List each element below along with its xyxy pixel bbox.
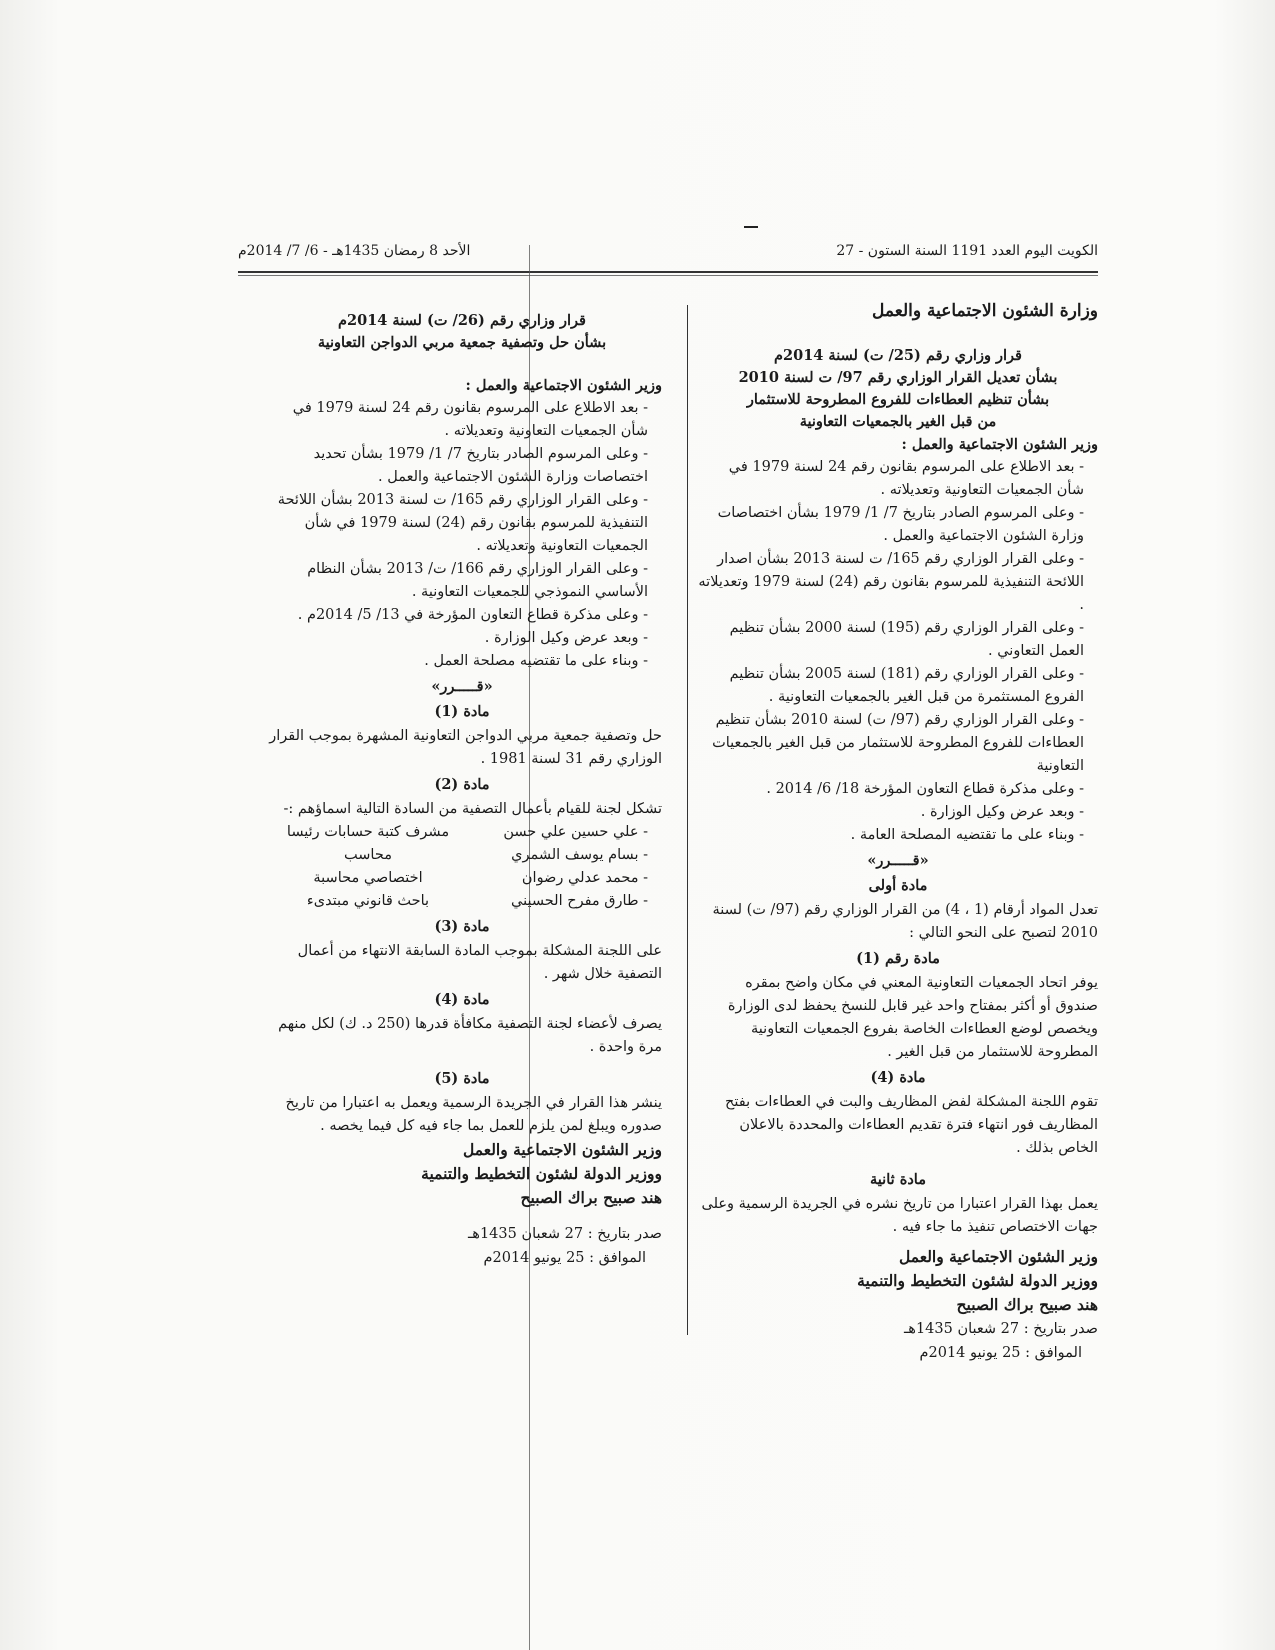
signature-line: وزير الشئون الاجتماعية والعمل [463, 1140, 662, 1159]
issue-date-line: صدر بتاريخ : 27 شعبان 1435هـ [468, 1226, 662, 1242]
preamble-item: - وعلى القرار الوزاري رقم (181) لسنة 2005 بشأن تنظيم الفروع المستثمرة من قبل الغير بالجمعيات التعاونية . [729, 666, 1084, 705]
preamble-item: - وعلى القرار الوزاري رقم (195) لسنة 2000 بشأن تنظيم العمل التعاوني . [729, 620, 1084, 659]
article-text: تعدل المواد أرقام (1 ، 4) من القرار الوزاري رقم (97/ ت) لسنة 2010 لتصبح على النحو التالي : [712, 902, 1098, 941]
preamble-item: - وعلى القرار الوزاري رقم 165/ ت لسنة 2013 بشأن اللائحة التنفيذية للمرسوم بقانون رقم (24) لسنة 1979 في شأن الجمعيات التعاونية وتعديلاته . [277, 492, 648, 554]
article-heading: مادة (5) [434, 1070, 490, 1087]
decision-25-column [698, 300, 1098, 1365]
article-text: تقوم اللجنة المشكلة لفض المظاريف والبت في العطاءات بفتح المظاريف فور انتهاء فترة تقديم العطاءات والمحددة بالاعلان الخاص بذلك . [725, 1094, 1098, 1156]
preamble-item: - وعلى القرار الوزاري رقم 166/ ت/ 2013 بشأن النظام الأساسي النموذجي للجمعيات التعاونية . [307, 561, 648, 600]
issue-date-line: الموافق : 25 يونيو 2014م [919, 1345, 1082, 1361]
decision-25-title-line: بشأن تنظيم العطاءات للفروع المطروحة للاستثمار [746, 391, 1050, 408]
member-role: باحث قانوني مبتدىء [306, 893, 430, 909]
signature-block [262, 1138, 662, 1210]
preamble-item: - وعلى المرسوم الصادر بتاريخ 7/ 1/ 1979 بشأن اختصاصات وزارة الشئون الاجتماعية والعمل . [717, 505, 1084, 544]
header-date: الأحد 8 رمضان 1435هـ - 6/ 7/ 2014م [238, 243, 471, 259]
article-heading: مادة (2) [434, 776, 490, 793]
article-heading: مادة أولى [868, 877, 928, 894]
member-name: - بسام يوسف الشمري [511, 847, 648, 863]
member-name: - محمد عدلي رضوان [521, 870, 648, 886]
preamble-item: - وبناء على ما تقتضيه المصلحة العامة . [850, 827, 1084, 843]
decision-26-title [262, 310, 662, 354]
minister-opening: وزير الشئون الاجتماعية والعمل : [901, 436, 1098, 453]
preamble-item: - وعلى مذكرة قطاع التعاون المؤرخة 18/ 6/ 2014 . [766, 781, 1084, 797]
column-divider [687, 305, 688, 1335]
issue-date-block [698, 1317, 1098, 1365]
decided-heading: «قـــــرر» [431, 678, 493, 695]
member-name: - علي حسين علي حسن [503, 824, 648, 840]
article-heading: مادة رقم (1) [856, 950, 940, 967]
signature-line: هند صبيح براك الصبيح [520, 1188, 662, 1207]
article-text: تشكل لجنة للقيام بأعمال التصفية من السادة التالية اسماؤهم :- [283, 801, 662, 817]
preamble-item: - وعلى القرار الوزاري رقم (97/ ت) لسنة 2010 بشأن تنظيم العطاءات للفروع المطروحة للاستثمار من قبل الغير بالجمعيات التعاونية [712, 712, 1084, 774]
member-role: محاسب [344, 847, 392, 863]
preamble-item: - وعلى المرسوم الصادر بتاريخ 7/ 1/ 1979 بشأن تحديد اختصاصات وزارة الشئون الاجتماعية والعمل . [313, 446, 648, 485]
header-rule [238, 271, 1098, 273]
article-heading: مادة ثانية [870, 1171, 926, 1188]
decision-26-title-line: قرار وزاري رقم (26/ ت) لسنة 2014م [338, 312, 586, 329]
article-text: ينشر هذا القرار في الجريدة الرسمية ويعمل به اعتبارا من تاريخ صدوره ويبلغ لمن يلزم للعمل بما جاء فيه كل فيما يخصه . [285, 1095, 662, 1134]
committee-member [262, 844, 662, 867]
article-text: يعمل بهذا القرار اعتبارا من تاريخ نشره في الجريدة الرسمية وعلى جهات الاختصاص تنفيذ ما جاء فيه . [701, 1196, 1098, 1235]
decision-25-title-line: قرار وزاري رقم (25/ ت) لسنة 2014م [774, 347, 1022, 364]
minister-opening: وزير الشئون الاجتماعية والعمل : [465, 377, 662, 394]
issue-date-line: صدر بتاريخ : 27 شعبان 1435هـ [904, 1321, 1098, 1337]
article-heading: مادة (4) [870, 1069, 926, 1086]
preamble-item: - وبعد عرض وكيل الوزارة . [484, 630, 648, 646]
preamble-item: - وعلى القرار الوزاري رقم 165/ ت لسنة 2013 بشأن اصدار اللائحة التنفيذية للمرسوم بقانون رقم (24) لسنة 1979 وتعديلاته . [698, 551, 1084, 613]
header-rule-thin [238, 275, 1098, 276]
decision-26-column [262, 310, 662, 1270]
signature-line: ووزير الدولة لشئون التخطيط والتنمية [857, 1271, 1098, 1290]
article-heading: مادة (1) [434, 703, 490, 720]
header-issue-info: الكويت اليوم العدد 1191 السنة الستون - 27 [836, 243, 1098, 259]
preamble-item: - وعلى مذكرة قطاع التعاون المؤرخة في 13/ 5/ 2014م . [297, 607, 648, 623]
article-text: حل وتصفية جمعية مربي الدواجن التعاونية المشهرة بموجب القرار الوزاري رقم 31 لسنة 1981 . [269, 728, 662, 767]
committee-member [262, 890, 662, 913]
decision-26-title-line: بشأن حل وتصفية جمعية مربي الدواجن التعاونية [317, 334, 607, 351]
article-text: يصرف لأعضاء لجنة التصفية مكافأة قدرها (250 د. ك) لكل منهم مرة واحدة . [278, 1016, 662, 1055]
article-heading: مادة (3) [434, 918, 490, 935]
member-role: اختصاصي محاسبة [313, 870, 423, 886]
signature-line: هند صبيح براك الصبيح [956, 1295, 1098, 1314]
decided-heading: «قـــــرر» [867, 852, 929, 869]
decision-25-title [698, 345, 1098, 433]
article-text: على اللجنة المشكلة بموجب المادة السابقة الانتهاء من أعمال التصفية خلال شهر . [297, 943, 662, 982]
article-heading: مادة (4) [434, 991, 490, 1008]
committee-member [262, 867, 662, 890]
article-text: يوفر اتحاد الجمعيات التعاونية المعني في مكان واضح بمقره صندوق أو أكثر بمفتاح واحد غير قابل للنسخ يحفظ لدى الوزارة ويخصص لوضع العطاءات الخاصة بفروع الجمعيات التعاونية المطروحة للاستثمار من قبل الغير . [727, 975, 1098, 1060]
preamble-item: - وبناء على ما تقتضيه مصلحة العمل . [424, 653, 648, 669]
signature-line: وزير الشئون الاجتماعية والعمل [899, 1247, 1098, 1266]
decision-25-title-line: من قبل الغير بالجمعيات التعاونية [799, 413, 997, 430]
page-header [238, 243, 1098, 265]
decision-25-title-line: بشأن تعديل القرار الوزاري رقم 97/ ت لسنة 2010 [738, 369, 1058, 386]
preamble-item: - بعد الاطلاع على المرسوم بقانون رقم 24 لسنة 1979 في شأن الجمعيات التعاونية وتعديلاته . [728, 459, 1084, 498]
signature-line: ووزير الدولة لشئون التخطيط والتنمية [421, 1164, 662, 1183]
preamble-item: - وبعد عرض وكيل الوزارة . [920, 804, 1084, 820]
member-name: - طارق مفرح الحسيني [511, 893, 648, 909]
top-dash [744, 226, 758, 228]
member-role: مشرف كتبة حسابات رئيسا [286, 824, 450, 840]
signature-block [698, 1245, 1098, 1317]
committee-member [262, 821, 662, 844]
issue-date-block [262, 1222, 662, 1270]
ministry-heading: وزارة الشئون الاجتماعية والعمل [872, 301, 1098, 321]
preamble-item: - بعد الاطلاع على المرسوم بقانون رقم 24 لسنة 1979 في شأن الجمعيات التعاونية وتعديلاته . [292, 400, 648, 439]
issue-date-line: الموافق : 25 يونيو 2014م [483, 1250, 646, 1266]
